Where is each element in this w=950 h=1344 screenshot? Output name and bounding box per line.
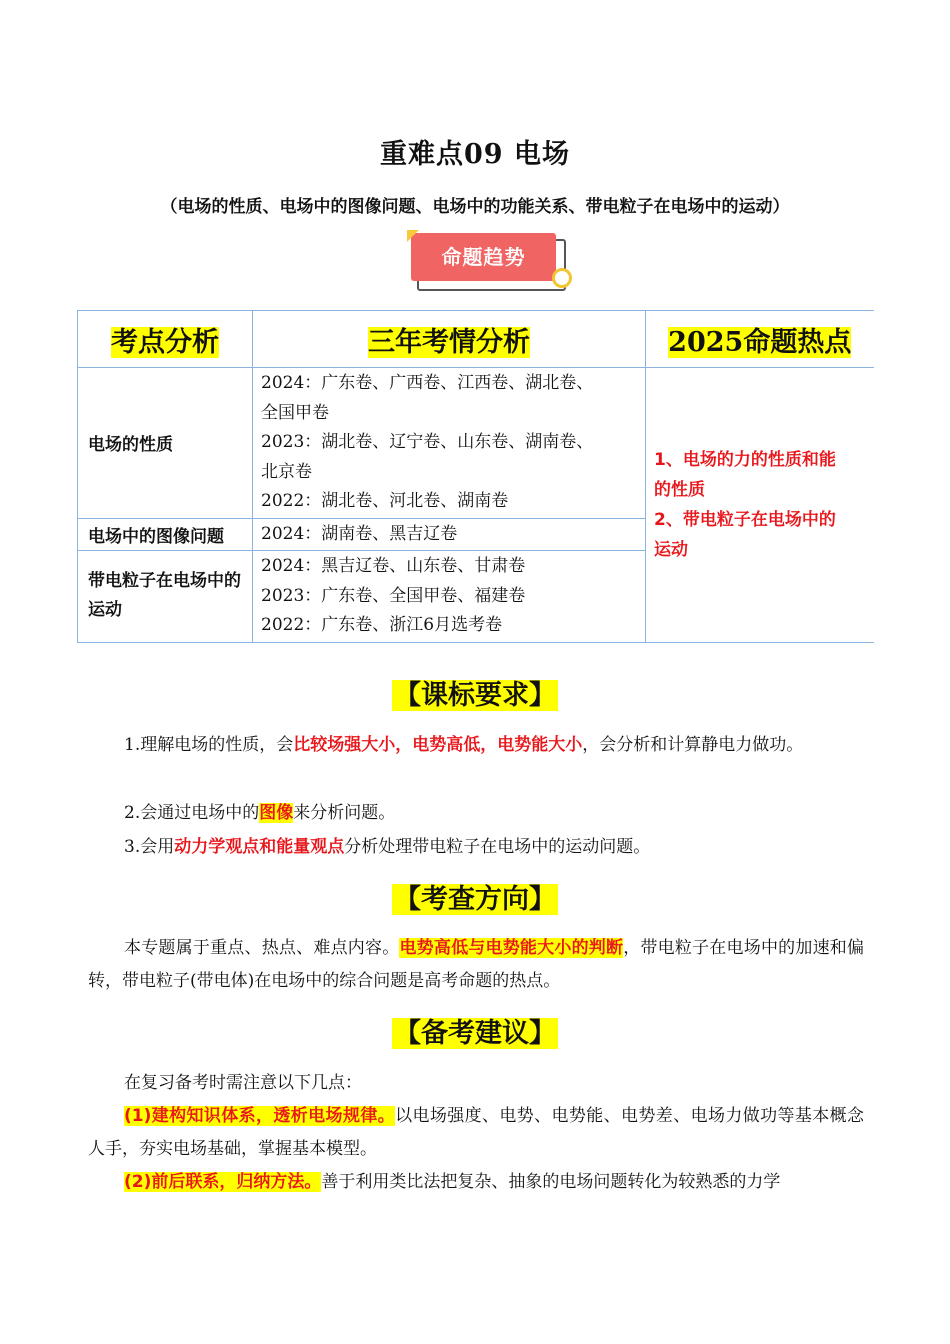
badge-corner-triangle: [407, 230, 419, 242]
header-history: 三年考情分析: [253, 311, 646, 368]
page-subtitle: （电场的性质、电场中的图像问题、电场中的功能关系、带电粒子在电场中的运动）: [160, 197, 790, 217]
curriculum-item-3: 3.会用动力学观点和能量观点分析处理带电粒子在电场中的运动问题。: [124, 837, 651, 857]
topic-cell: 电场中的图像问题: [78, 518, 253, 551]
direction-paragraph: 本专题属于重点、热点、难点内容。电势高低与电势能大小的判断，带电粒子在电场中的加速和偏转，带电粒子(带电体)在电场中的综合问题是高考命题的热点。: [88, 938, 865, 991]
curriculum-item-2: 2.会通过电场中的图像来分析问题。: [124, 803, 396, 823]
history-cell: 2024：广东卷、广西卷、江西卷、湖北卷、 全国甲卷 2023：湖北卷、辽宁卷、山东卷、湖南卷、 北京卷 2022：湖北卷、河北卷、湖南卷: [253, 368, 646, 519]
hot-topics-cell: 1、电场的力的性质和能 的性质 2、带电粒子在电场中的 运动: [646, 368, 874, 643]
badge-label: 命题趋势: [411, 233, 556, 281]
section-title-direction: 【考查方向】: [394, 884, 556, 915]
topic-cell: 带电粒子在电场中的运动: [78, 551, 253, 643]
badge-ring-icon: [552, 268, 572, 288]
section-title-advice: 【备考建议】: [394, 1018, 556, 1049]
topic-cell: 电场的性质: [78, 368, 253, 519]
table-header-row: [78, 311, 874, 368]
header-topic: 考点分析: [78, 311, 253, 368]
curriculum-item-1: 1.理解电场的性质，会比较场强大小，电势高低，电势能大小，会分析和计算静电力做功。: [124, 735, 804, 755]
trend-badge: [407, 230, 572, 292]
page-title: 重难点09 电场: [380, 139, 570, 170]
table-row: [78, 368, 874, 519]
advice-intro: 在复习备考时需注意以下几点：: [124, 1073, 362, 1093]
exam-analysis-table: [77, 310, 874, 643]
section-title-curriculum: 【课标要求】: [394, 680, 556, 711]
history-cell: 2024：湖南卷、黑吉辽卷: [253, 518, 646, 551]
header-hot: 2025命题热点: [646, 311, 874, 368]
advice-item-2: (2)前后联系，归纳方法。善于利用类比法把复杂、抽象的电场问题转化为较熟悉的力学: [124, 1172, 781, 1192]
advice-item-1: (1)建构知识体系，透析电场规律。以电场强度、电势、电势能、电势差、电场力做功等基本概念人手，夯实电场基础，掌握基本模型。: [88, 1106, 865, 1159]
history-cell: 2024：黑吉辽卷、山东卷、甘肃卷 2023：广东卷、全国甲卷、福建卷 2022：广东卷、浙江6月选考卷: [253, 551, 646, 643]
